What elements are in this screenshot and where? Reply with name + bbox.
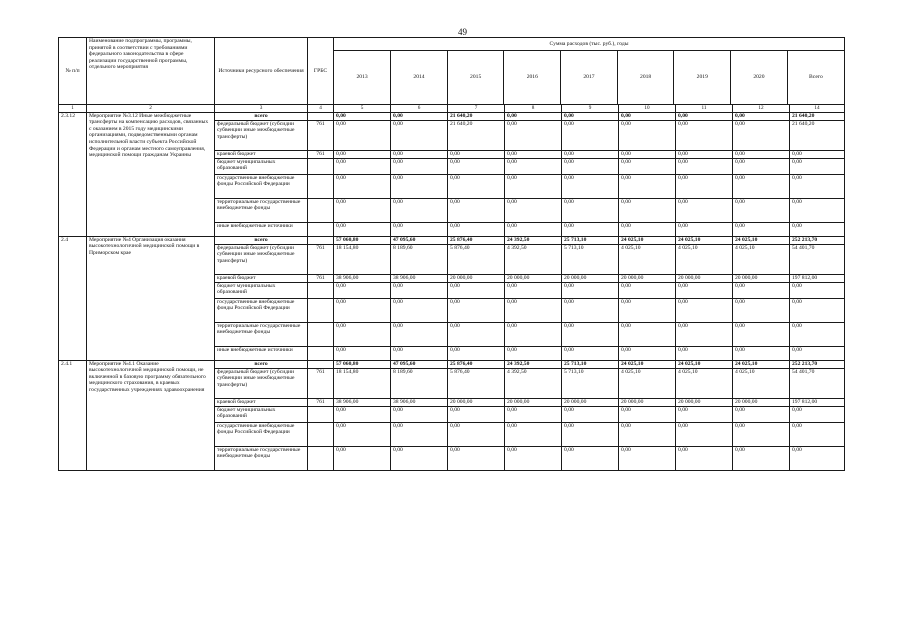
grbs-code <box>308 346 334 360</box>
column-number: 9 <box>562 105 619 113</box>
amount-cell: 0,00 <box>448 282 505 298</box>
funding-source: федеральный бюджет (субсидии субвенции иные межбюджетные трансферты) <box>215 244 308 274</box>
amount-cell: 0,00 <box>562 282 619 298</box>
amount-cell: 0,00 <box>391 406 448 422</box>
grbs-code <box>308 222 334 236</box>
grbs-code: 761 <box>308 398 334 406</box>
grbs-code: 761 <box>308 274 334 282</box>
amount-cell: 20 000,00 <box>562 274 619 282</box>
amount-cell: 252 213,70 <box>790 360 845 368</box>
amount-cell: 38 906,00 <box>334 274 391 282</box>
amount-cell: 0,00 <box>619 222 676 236</box>
amount-cell: 4 392,50 <box>505 368 562 398</box>
amount-cell: 0,00 <box>790 422 845 446</box>
amount-cell: 0,00 <box>790 346 845 360</box>
amount-cell: 0,00 <box>391 446 448 470</box>
amount-cell: 0,00 <box>619 406 676 422</box>
amount-cell: 0,00 <box>562 158 619 174</box>
amount-cell: 252 213,70 <box>790 236 845 244</box>
amount-cell: 38 906,00 <box>334 398 391 406</box>
amount-cell: 0,00 <box>505 198 562 222</box>
amount-cell: 21 640,20 <box>448 120 505 150</box>
amount-cell: 5 713,10 <box>562 368 619 398</box>
grbs-code <box>308 422 334 446</box>
grbs-code <box>308 174 334 198</box>
funding-source: федеральный бюджет (субсидии субвенции иные межбюджетные трансферты) <box>215 368 308 398</box>
funding-source: иные внебюджетные источники <box>215 222 308 236</box>
amount-cell: 0,00 <box>448 446 505 470</box>
amount-cell: 24 025,10 <box>619 236 676 244</box>
amount-cell: 0,00 <box>619 282 676 298</box>
amount-cell: 0,00 <box>448 298 505 322</box>
amount-cell: 0,00 <box>733 222 790 236</box>
amount-cell: 0,00 <box>619 298 676 322</box>
amount-cell: 0,00 <box>733 446 790 470</box>
amount-cell: 24 392,50 <box>505 360 562 368</box>
funding-source: государственные внебюджетные фонды Российской Федерации <box>215 174 308 198</box>
funding-source: краевой бюджет <box>215 398 308 406</box>
column-number: 12 <box>733 105 790 113</box>
year-header: 2013 <box>334 51 391 104</box>
amount-cell: 0,00 <box>391 422 448 446</box>
amount-cell: 0,00 <box>733 322 790 346</box>
section-name: Мероприятие №4 Организация оказания высокотехнологичной медицинской помощи в Приморском крае <box>87 236 215 360</box>
amount-cell: 38 906,00 <box>391 274 448 282</box>
amount-cell: 24 025,10 <box>676 360 733 368</box>
column-number: 14 <box>790 105 845 113</box>
amount-cell: 0,00 <box>334 346 391 360</box>
header-col-sum <box>334 38 845 105</box>
amount-cell: 0,00 <box>505 282 562 298</box>
funding-source: территориальные государственные внебюджетные фонды <box>215 446 308 470</box>
amount-cell: 24 025,10 <box>733 360 790 368</box>
section-number: 2.3.12 <box>59 112 87 236</box>
column-number: 10 <box>619 105 676 113</box>
amount-cell: 0,00 <box>733 346 790 360</box>
funding-source: всего <box>215 360 308 368</box>
grbs-code <box>308 236 334 244</box>
amount-cell: 0,00 <box>790 158 845 174</box>
funding-source: территориальные государственные внебюджетные фонды <box>215 198 308 222</box>
amount-cell: 0,00 <box>733 406 790 422</box>
amount-cell: 4 025,10 <box>676 244 733 274</box>
grbs-code <box>308 158 334 174</box>
amount-cell: 20 000,00 <box>676 398 733 406</box>
amount-cell: 0,00 <box>334 406 391 422</box>
amount-cell: 0,00 <box>790 446 845 470</box>
amount-cell: 4 025,10 <box>733 368 790 398</box>
amount-cell: 0,00 <box>676 158 733 174</box>
amount-cell: 20 000,00 <box>733 274 790 282</box>
column-number: 5 <box>334 105 391 113</box>
table-row <box>59 360 845 368</box>
header-col-name: Наименование подпрограммы, программы, принятой в соответствии с требованиями федерального законодательства в сфере реализации государственной программы, отдельного мероприятия <box>87 38 215 105</box>
amount-cell: 0,00 <box>562 422 619 446</box>
amount-cell: 8 189,60 <box>391 368 448 398</box>
column-number: 7 <box>448 105 505 113</box>
amount-cell: 0,00 <box>676 198 733 222</box>
funding-source: бюджет муниципальных образований <box>215 282 308 298</box>
column-number: 8 <box>505 105 562 113</box>
amount-cell: 0,00 <box>505 150 562 158</box>
amount-cell: 4 025,10 <box>619 368 676 398</box>
amount-cell: 0,00 <box>676 174 733 198</box>
amount-cell: 4 025,10 <box>676 368 733 398</box>
amount-cell: 47 095,60 <box>391 360 448 368</box>
amount-cell: 0,00 <box>733 198 790 222</box>
page-number: 49 <box>458 27 467 37</box>
grbs-code <box>308 446 334 470</box>
amount-cell: 0,00 <box>733 120 790 150</box>
header-row <box>59 38 845 105</box>
amount-cell: 20 000,00 <box>619 398 676 406</box>
amount-cell: 0,00 <box>448 222 505 236</box>
grbs-code: 761 <box>308 244 334 274</box>
funding-source: всего <box>215 236 308 244</box>
amount-cell: 0,00 <box>619 120 676 150</box>
funding-source: территориальные государственные внебюджетные фонды <box>215 322 308 346</box>
amount-cell: 0,00 <box>448 198 505 222</box>
section-number: 2.4.1 <box>59 360 87 470</box>
amount-cell: 0,00 <box>505 406 562 422</box>
amount-cell: 0,00 <box>334 222 391 236</box>
amount-cell: 0,00 <box>562 150 619 158</box>
amount-cell: 47 095,60 <box>391 236 448 244</box>
amount-cell: 0,00 <box>676 222 733 236</box>
amount-cell: 57 060,80 <box>334 360 391 368</box>
amount-cell: 20 000,00 <box>562 398 619 406</box>
amount-cell: 0,00 <box>562 298 619 322</box>
funding-source: государственные внебюджетные фонды Российской Федерации <box>215 298 308 322</box>
amount-cell: 0,00 <box>334 158 391 174</box>
amount-cell: 0,00 <box>562 346 619 360</box>
amount-cell: 5 876,40 <box>448 244 505 274</box>
amount-cell: 0,00 <box>676 120 733 150</box>
amount-cell: 0,00 <box>790 298 845 322</box>
amount-cell: 197 812,00 <box>790 274 845 282</box>
amount-cell: 0,00 <box>334 422 391 446</box>
amount-cell: 0,00 <box>619 158 676 174</box>
expense-table <box>58 37 845 471</box>
funding-source: бюджет муниципальных образований <box>215 158 308 174</box>
section-name: Мероприятие №4.1 Оказание высокотехнологичной медицинской помощи, не включенной в базовую программу обязательного медицинского страхования, в краевых государственных учреждениях здравоохранения <box>87 360 215 470</box>
grbs-code <box>308 322 334 346</box>
grbs-code <box>308 282 334 298</box>
amount-cell: 0,00 <box>505 322 562 346</box>
grbs-code <box>308 406 334 422</box>
funding-source: краевой бюджет <box>215 274 308 282</box>
amount-cell: 0,00 <box>505 222 562 236</box>
amount-cell: 0,00 <box>676 446 733 470</box>
amount-cell: 0,00 <box>448 406 505 422</box>
amount-cell: 0,00 <box>619 422 676 446</box>
amount-cell: 0,00 <box>505 158 562 174</box>
amount-cell: 0,00 <box>505 174 562 198</box>
amount-cell: 25 876,40 <box>448 360 505 368</box>
year-header: 2018 <box>617 51 674 104</box>
amount-cell: 0,00 <box>676 282 733 298</box>
year-header: 2019 <box>674 51 731 104</box>
amount-cell: 0,00 <box>790 150 845 158</box>
amount-cell: 0,00 <box>562 112 619 120</box>
amount-cell: 0,00 <box>562 222 619 236</box>
amount-cell: 25 713,10 <box>562 360 619 368</box>
amount-cell: 0,00 <box>505 112 562 120</box>
amount-cell: 57 060,80 <box>334 236 391 244</box>
amount-cell: 0,00 <box>505 346 562 360</box>
amount-cell: 0,00 <box>391 322 448 346</box>
amount-cell: 4 392,50 <box>505 244 562 274</box>
amount-cell: 20 000,00 <box>676 274 733 282</box>
grbs-code <box>308 112 334 120</box>
amount-cell: 0,00 <box>448 422 505 446</box>
amount-cell: 21 640,20 <box>790 120 845 150</box>
amount-cell: 25 713,10 <box>562 236 619 244</box>
amount-cell: 0,00 <box>391 282 448 298</box>
amount-cell: 0,00 <box>391 112 448 120</box>
amount-cell: 0,00 <box>562 406 619 422</box>
amount-cell: 0,00 <box>334 298 391 322</box>
amount-cell: 4 025,10 <box>619 244 676 274</box>
amount-cell: 21 640,20 <box>790 112 845 120</box>
amount-cell: 18 154,80 <box>334 244 391 274</box>
column-number: 3 <box>215 105 308 113</box>
amount-cell: 0,00 <box>448 158 505 174</box>
amount-cell: 20 000,00 <box>448 398 505 406</box>
amount-cell: 20 000,00 <box>619 274 676 282</box>
amount-cell: 0,00 <box>448 322 505 346</box>
amount-cell: 0,00 <box>391 222 448 236</box>
grbs-code <box>308 360 334 368</box>
amount-cell: 0,00 <box>562 120 619 150</box>
grbs-code: 761 <box>308 368 334 398</box>
section-name: Мероприятие №3.12 Иные межбюджетные трансферты на компенсацию расходов, связанных с оказанием в 2015 году медицинскими организациями, подведомственными органам исполнительной власти субъекта Российской Федерации и органам местного самоуправления, медицинской помощи гражданам Украины <box>87 112 215 236</box>
amount-cell: 21 640,20 <box>448 112 505 120</box>
funding-source: иные внебюджетные источники <box>215 346 308 360</box>
amount-cell: 0,00 <box>505 120 562 150</box>
amount-cell: 0,00 <box>448 174 505 198</box>
amount-cell: 0,00 <box>733 112 790 120</box>
funding-source: федеральный бюджет (субсидии субвенции иные межбюджетные трансферты) <box>215 120 308 150</box>
header-col-source: Источники ресурсного обеспечения <box>215 38 308 105</box>
year-header: 2016 <box>504 51 561 104</box>
table-row <box>59 112 845 120</box>
amount-cell: 0,00 <box>619 322 676 346</box>
table-row <box>59 236 845 244</box>
grbs-code <box>308 298 334 322</box>
amount-cell: 4 025,10 <box>733 244 790 274</box>
amount-cell: 0,00 <box>562 198 619 222</box>
amount-cell: 0,00 <box>619 346 676 360</box>
amount-cell: 0,00 <box>334 198 391 222</box>
column-number: 1 <box>59 105 87 113</box>
grbs-code: 761 <box>308 150 334 158</box>
amount-cell: 0,00 <box>790 222 845 236</box>
amount-cell: 25 876,40 <box>448 236 505 244</box>
section-number: 2.4 <box>59 236 87 360</box>
amount-cell: 20 000,00 <box>505 274 562 282</box>
amount-cell: 0,00 <box>334 282 391 298</box>
header-col-grbs: ГРБС <box>308 38 334 105</box>
column-number: 4 <box>308 105 334 113</box>
amount-cell: 20 000,00 <box>733 398 790 406</box>
amount-cell: 0,00 <box>619 446 676 470</box>
amount-cell: 0,00 <box>733 282 790 298</box>
amount-cell: 0,00 <box>676 346 733 360</box>
amount-cell: 0,00 <box>334 112 391 120</box>
amount-cell: 0,00 <box>733 298 790 322</box>
amount-cell: 0,00 <box>733 158 790 174</box>
year-header-table <box>334 51 844 104</box>
amount-cell: 24 025,10 <box>733 236 790 244</box>
amount-cell: 0,00 <box>619 174 676 198</box>
amount-cell: 0,00 <box>391 298 448 322</box>
amount-cell: 0,00 <box>733 174 790 198</box>
amount-cell: 0,00 <box>790 174 845 198</box>
amount-cell: 0,00 <box>448 346 505 360</box>
amount-cell: 5 876,40 <box>448 368 505 398</box>
amount-cell: 0,00 <box>391 120 448 150</box>
amount-cell: 0,00 <box>505 298 562 322</box>
amount-cell: 0,00 <box>334 446 391 470</box>
year-header: 2017 <box>561 51 618 104</box>
amount-cell: 0,00 <box>790 322 845 346</box>
amount-cell: 0,00 <box>733 422 790 446</box>
amount-cell: 0,00 <box>334 150 391 158</box>
amount-cell: 0,00 <box>676 322 733 346</box>
amount-cell: 0,00 <box>562 174 619 198</box>
amount-cell: 0,00 <box>334 120 391 150</box>
funding-source: всего <box>215 112 308 120</box>
amount-cell: 0,00 <box>391 150 448 158</box>
column-number-row <box>59 105 845 113</box>
amount-cell: 0,00 <box>676 406 733 422</box>
header-col-no: № п/п <box>59 38 87 105</box>
amount-cell: 0,00 <box>334 174 391 198</box>
grbs-code <box>308 198 334 222</box>
year-header: 2020 <box>731 51 788 104</box>
amount-cell: 0,00 <box>505 422 562 446</box>
amount-cell: 38 906,00 <box>391 398 448 406</box>
amount-cell: 0,00 <box>391 346 448 360</box>
amount-cell: 20 000,00 <box>448 274 505 282</box>
amount-cell: 0,00 <box>619 150 676 158</box>
amount-cell: 0,00 <box>619 198 676 222</box>
amount-cell: 0,00 <box>448 150 505 158</box>
grbs-code: 761 <box>308 120 334 150</box>
header-sum-title: Сумма расходов (тыс. руб.), годы <box>334 38 845 51</box>
column-number: 2 <box>87 105 215 113</box>
amount-cell: 0,00 <box>391 198 448 222</box>
amount-cell: 0,00 <box>334 322 391 346</box>
amount-cell: 0,00 <box>562 446 619 470</box>
amount-cell: 197 812,00 <box>790 398 845 406</box>
amount-cell: 0,00 <box>790 406 845 422</box>
amount-cell: 0,00 <box>562 322 619 346</box>
amount-cell: 0,00 <box>676 150 733 158</box>
amount-cell: 0,00 <box>676 112 733 120</box>
amount-cell: 5 713,10 <box>562 244 619 274</box>
amount-cell: 24 025,10 <box>619 360 676 368</box>
amount-cell: 0,00 <box>790 282 845 298</box>
year-header: 2014 <box>391 51 448 104</box>
amount-cell: 0,00 <box>676 298 733 322</box>
amount-cell: 0,00 <box>676 422 733 446</box>
amount-cell: 0,00 <box>505 446 562 470</box>
column-number: 6 <box>391 105 448 113</box>
funding-source: бюджет муниципальных образований <box>215 406 308 422</box>
amount-cell: 18 154,80 <box>334 368 391 398</box>
amount-cell: 54 401,70 <box>790 368 845 398</box>
funding-source: государственные внебюджетные фонды Российской Федерации <box>215 422 308 446</box>
column-number: 11 <box>676 105 733 113</box>
amount-cell: 0,00 <box>391 174 448 198</box>
amount-cell: 24 025,10 <box>676 236 733 244</box>
amount-cell: 0,00 <box>619 112 676 120</box>
amount-cell: 0,00 <box>391 158 448 174</box>
amount-cell: 20 000,00 <box>505 398 562 406</box>
amount-cell: 0,00 <box>733 150 790 158</box>
amount-cell: 24 392,50 <box>505 236 562 244</box>
amount-cell: 8 189,60 <box>391 244 448 274</box>
year-header: Всего <box>809 74 823 81</box>
funding-source: краевой бюджет <box>215 150 308 158</box>
amount-cell: 0,00 <box>790 198 845 222</box>
amount-cell: 54 401,70 <box>790 244 845 274</box>
year-header: 2015 <box>447 51 504 104</box>
